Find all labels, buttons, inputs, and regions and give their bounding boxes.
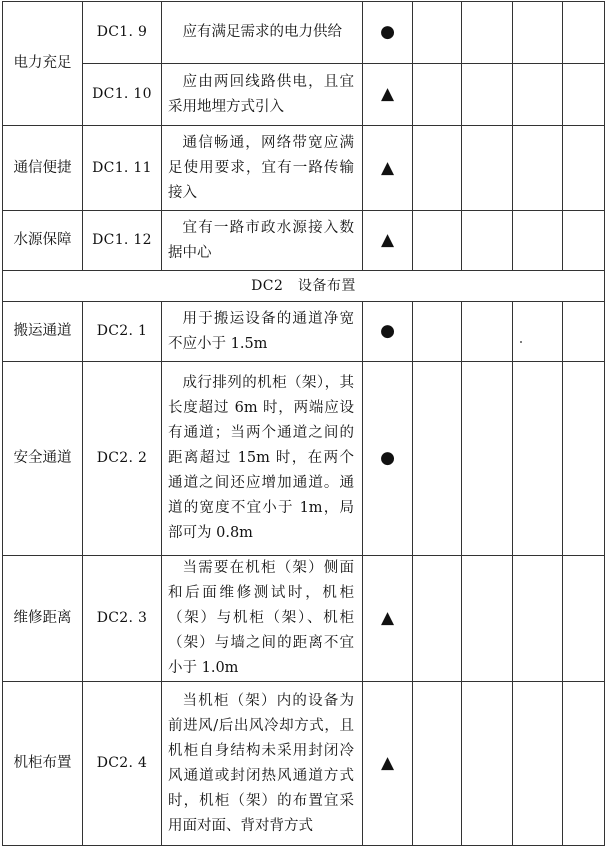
blank-cell <box>413 682 462 846</box>
requirement-cell: 通信畅通，网络带宽应满足使用要求，宜有一路传输接入 <box>162 126 363 211</box>
recommended-mark: ▲ <box>363 64 413 126</box>
blank-cell <box>513 682 563 846</box>
section-heading: DC2 设备布置 <box>3 271 605 302</box>
blank-cell <box>563 556 605 682</box>
code-cell: DC1. 9 <box>83 2 162 64</box>
blank-cell <box>413 64 462 126</box>
table-row <box>3 302 605 362</box>
requirement-cell: 用于搬运设备的通道净宽不应小于 1.5m <box>162 302 363 362</box>
blank-cell <box>513 64 563 126</box>
standards-table <box>2 1 605 846</box>
recommended-mark: ▲ <box>363 556 413 682</box>
code-cell: DC1. 10 <box>83 64 162 126</box>
blank-cell <box>513 362 563 556</box>
blank-cell <box>462 2 513 64</box>
category-cell: 通信便捷 <box>3 126 83 211</box>
code-cell: DC2. 2 <box>83 362 162 556</box>
recommended-mark: ▲ <box>363 211 413 271</box>
table-row <box>3 126 605 211</box>
requirement-cell: 宜有一路市政水源接入数据中心 <box>162 211 363 271</box>
blank-cell <box>563 211 605 271</box>
category-cell: 电力充足 <box>3 2 83 126</box>
requirement-cell: 应由两回线路供电，且宜采用地埋方式引入 <box>162 64 363 126</box>
mandatory-mark: ● <box>363 302 413 362</box>
category-cell: 维修距离 <box>3 556 83 682</box>
blank-cell <box>413 2 462 64</box>
recommended-mark: ▲ <box>363 682 413 846</box>
code-cell: DC1. 12 <box>83 211 162 271</box>
table-row <box>3 362 605 556</box>
blank-cell <box>563 2 605 64</box>
blank-cell <box>563 362 605 556</box>
recommended-mark: ▲ <box>363 126 413 211</box>
blank-cell <box>563 126 605 211</box>
code-cell: DC2. 1 <box>83 302 162 362</box>
mandatory-mark: ● <box>363 2 413 64</box>
table-row <box>3 64 605 126</box>
blank-cell <box>462 211 513 271</box>
requirement-cell: 成行排列的机柜（架），其长度超过 6m 时，两端应设有通道；当两个通道之间的距离超过 15m 时，在两个通道之间还应增加通道。通道的宽度不宜小于 1m，局部可为 0.8m <box>162 362 363 556</box>
category-cell: 水源保障 <box>3 211 83 271</box>
table-row <box>3 2 605 64</box>
requirement-cell: 当机柜（架）内的设备为前进风/后出风冷却方式，且机柜自身结构未采用封闭冷风通道或封闭热风通道方式时，机柜（架）的布置宜采用面对面、背对背方式 <box>162 682 363 846</box>
blank-cell <box>513 302 563 362</box>
blank-cell <box>462 682 513 846</box>
requirement-cell: 当需要在机柜（架）侧面和后面维修测试时，机柜（架）与机柜（架）、机柜（架）与墙之间的距离不宜小于 1.0m <box>162 556 363 682</box>
table-row <box>3 556 605 682</box>
blank-cell <box>563 64 605 126</box>
mandatory-mark: ● <box>363 362 413 556</box>
blank-cell <box>513 2 563 64</box>
table-row <box>3 682 605 846</box>
blank-cell <box>413 126 462 211</box>
blank-cell <box>462 362 513 556</box>
speck-mark <box>520 341 522 343</box>
requirement-cell: 应有满足需求的电力供给 <box>162 2 363 64</box>
blank-cell <box>462 64 513 126</box>
blank-cell <box>513 556 563 682</box>
blank-cell <box>563 302 605 362</box>
blank-cell <box>563 682 605 846</box>
blank-cell <box>413 211 462 271</box>
blank-cell <box>513 126 563 211</box>
blank-cell <box>462 556 513 682</box>
code-cell: DC1. 11 <box>83 126 162 211</box>
blank-cell <box>413 302 462 362</box>
code-cell: DC2. 3 <box>83 556 162 682</box>
blank-cell <box>513 211 563 271</box>
blank-cell <box>413 556 462 682</box>
category-cell: 搬运通道 <box>3 302 83 362</box>
code-cell: DC2. 4 <box>83 682 162 846</box>
category-cell: 机柜布置 <box>3 682 83 846</box>
blank-cell <box>462 126 513 211</box>
blank-cell <box>462 302 513 362</box>
blank-cell <box>413 362 462 556</box>
section-header-row <box>3 271 605 302</box>
table-row <box>3 211 605 271</box>
category-cell: 安全通道 <box>3 362 83 556</box>
